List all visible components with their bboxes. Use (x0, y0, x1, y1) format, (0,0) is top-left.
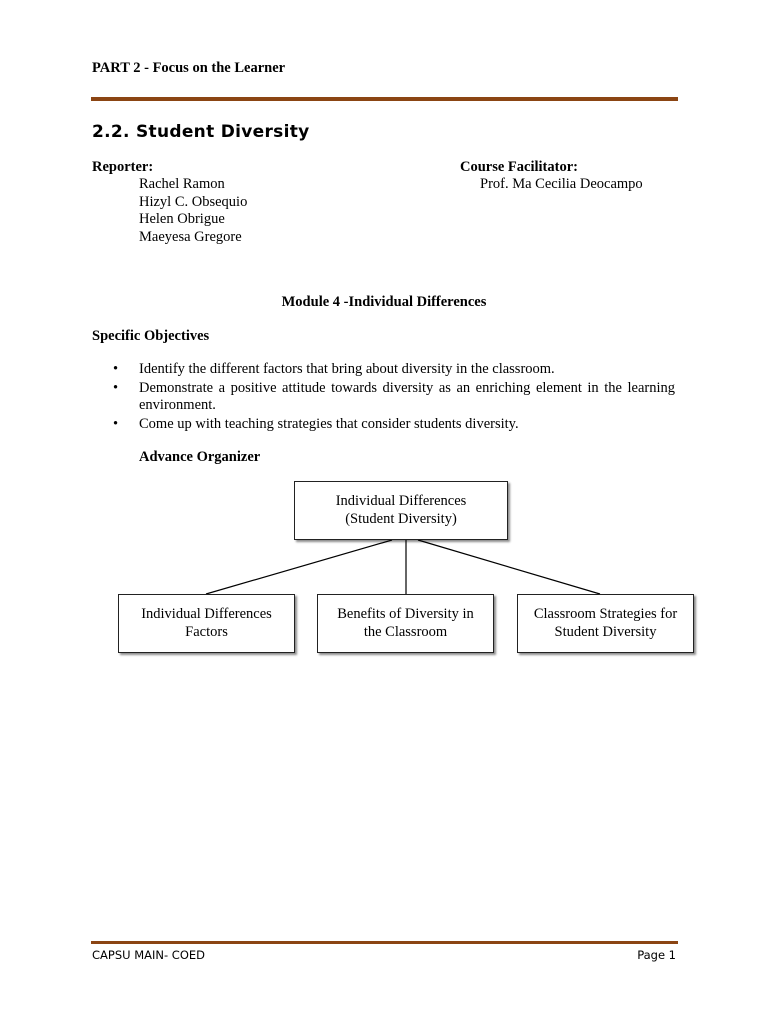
box-line: (Student Diversity) (345, 510, 457, 527)
organizer-child-box-factors (118, 594, 295, 653)
organizer-child-box-benefits (317, 594, 494, 653)
facilitator-label: Course Facilitator: (460, 159, 578, 175)
box-line: Benefits of Diversity in (337, 606, 474, 622)
box-line: Individual Differences (335, 493, 467, 509)
reporter-name: Helen Obrigue (139, 211, 225, 227)
box-line: the Classroom (363, 623, 448, 640)
footer-divider (91, 941, 678, 944)
reporter-name: Hizyl C. Obsequio (139, 193, 248, 210)
running-header: PART 2 - Focus on the Learner (92, 60, 286, 76)
objective-text: Identify the different factors that bring about diversity in the classroom. (139, 361, 555, 377)
page-number: Page 1 (637, 948, 676, 962)
facilitator-name: Prof. Ma Cecilia Deocampo (480, 176, 643, 192)
organizer-heading: Advance Organizer (139, 449, 261, 465)
box-line: Classroom Strategies for (533, 606, 678, 622)
objectives-heading: Specific Objectives (92, 328, 210, 344)
footer-institution: CAPSU MAIN- COED (92, 948, 205, 962)
bullet-icon: • (113, 361, 119, 377)
module-title: Module 4 -Individual Differences (281, 294, 487, 310)
reporter-name: Maeyesa Gregore (139, 228, 242, 245)
section-title: 2.2. Student Diversity (92, 122, 310, 142)
organizer-child-box-strategies (517, 594, 694, 653)
objective-text: Come up with teaching strategies that consider students diversity. (139, 415, 519, 432)
connector-line (418, 540, 600, 594)
reporter-name: Rachel Ramon (139, 176, 225, 192)
bullet-icon: • (113, 415, 119, 432)
objective-text: Demonstrate a positive attitude towards diversity as an enriching element in the learning environment. (139, 379, 675, 413)
bullet-icon: • (113, 379, 119, 396)
connector-line (206, 540, 392, 594)
box-line: Factors (185, 623, 228, 640)
box-line: Individual Differences (141, 606, 272, 622)
organizer-root-box (294, 481, 508, 540)
box-line: Student Diversity (554, 623, 657, 640)
reporter-label: Reporter: (92, 159, 154, 175)
